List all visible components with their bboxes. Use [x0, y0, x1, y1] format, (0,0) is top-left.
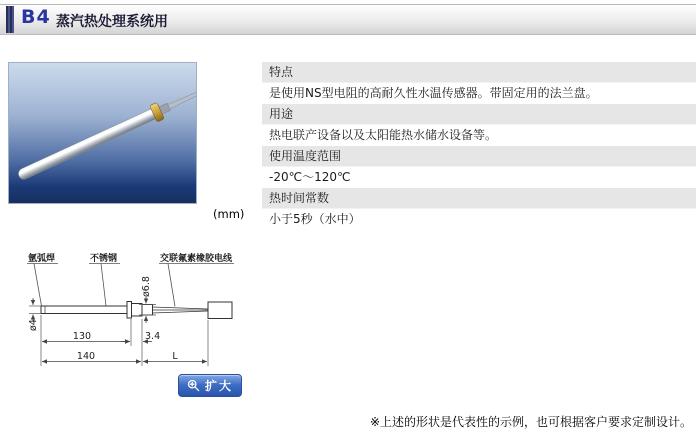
spec-label-temp-range: 使用温度范围: [262, 146, 696, 167]
dimension-diagram: [8, 240, 258, 375]
label-argon-weld: 氩弧焊: [28, 254, 56, 264]
leader-weld: [34, 264, 42, 307]
sensor-probe-image: [9, 63, 196, 203]
dim-dia-6-8: ø6.8: [141, 276, 152, 297]
spec-label-uses: 用途: [262, 104, 696, 125]
footnote: ※上述的形状是代表性的示例，也可根据客户要求定制设计。: [369, 415, 692, 429]
dim-dia-4: ø4: [28, 319, 39, 331]
magnifier-plus-icon: [187, 379, 200, 392]
unit-label: (mm): [213, 207, 245, 221]
label-rubber-cable: 交联氟素橡胶电线: [160, 254, 233, 264]
header-accent-bar: [6, 6, 14, 33]
section-code: B4: [21, 6, 51, 28]
spec-label-time-const: 热时间常数: [262, 188, 696, 209]
spec-value-uses: 热电联产设备以及太阳能热水储水设备等。: [262, 125, 696, 146]
product-photo: [8, 62, 197, 204]
dim-130: 130: [72, 331, 92, 342]
stainless-sheath: [17, 107, 160, 181]
page-title: 蒸汽热处理系统用: [56, 14, 168, 30]
leader-cable: [168, 264, 175, 307]
spec-value-temp-range: -20℃～120℃: [262, 167, 696, 188]
dim-140: 140: [76, 351, 96, 362]
lead-wire: [167, 90, 196, 110]
probe-outline: [41, 302, 232, 319]
spec-table: [262, 62, 696, 230]
dim-L: L: [172, 351, 178, 362]
spec-value-time-const: 小于5秒（水中）: [262, 209, 696, 230]
section-header: [0, 4, 696, 35]
enlarge-button[interactable]: [178, 374, 242, 397]
dim-3-4: 3.4: [145, 331, 161, 342]
spec-value-features: 是使用NS型电阻的高耐久性水温传感器。带固定用的法兰盘。: [262, 83, 696, 104]
enlarge-button-label: 扩大: [204, 379, 233, 393]
spec-label-features: 特点: [262, 62, 696, 83]
label-stainless-steel: 不锈钢: [90, 254, 118, 264]
leader-steel: [101, 264, 106, 307]
